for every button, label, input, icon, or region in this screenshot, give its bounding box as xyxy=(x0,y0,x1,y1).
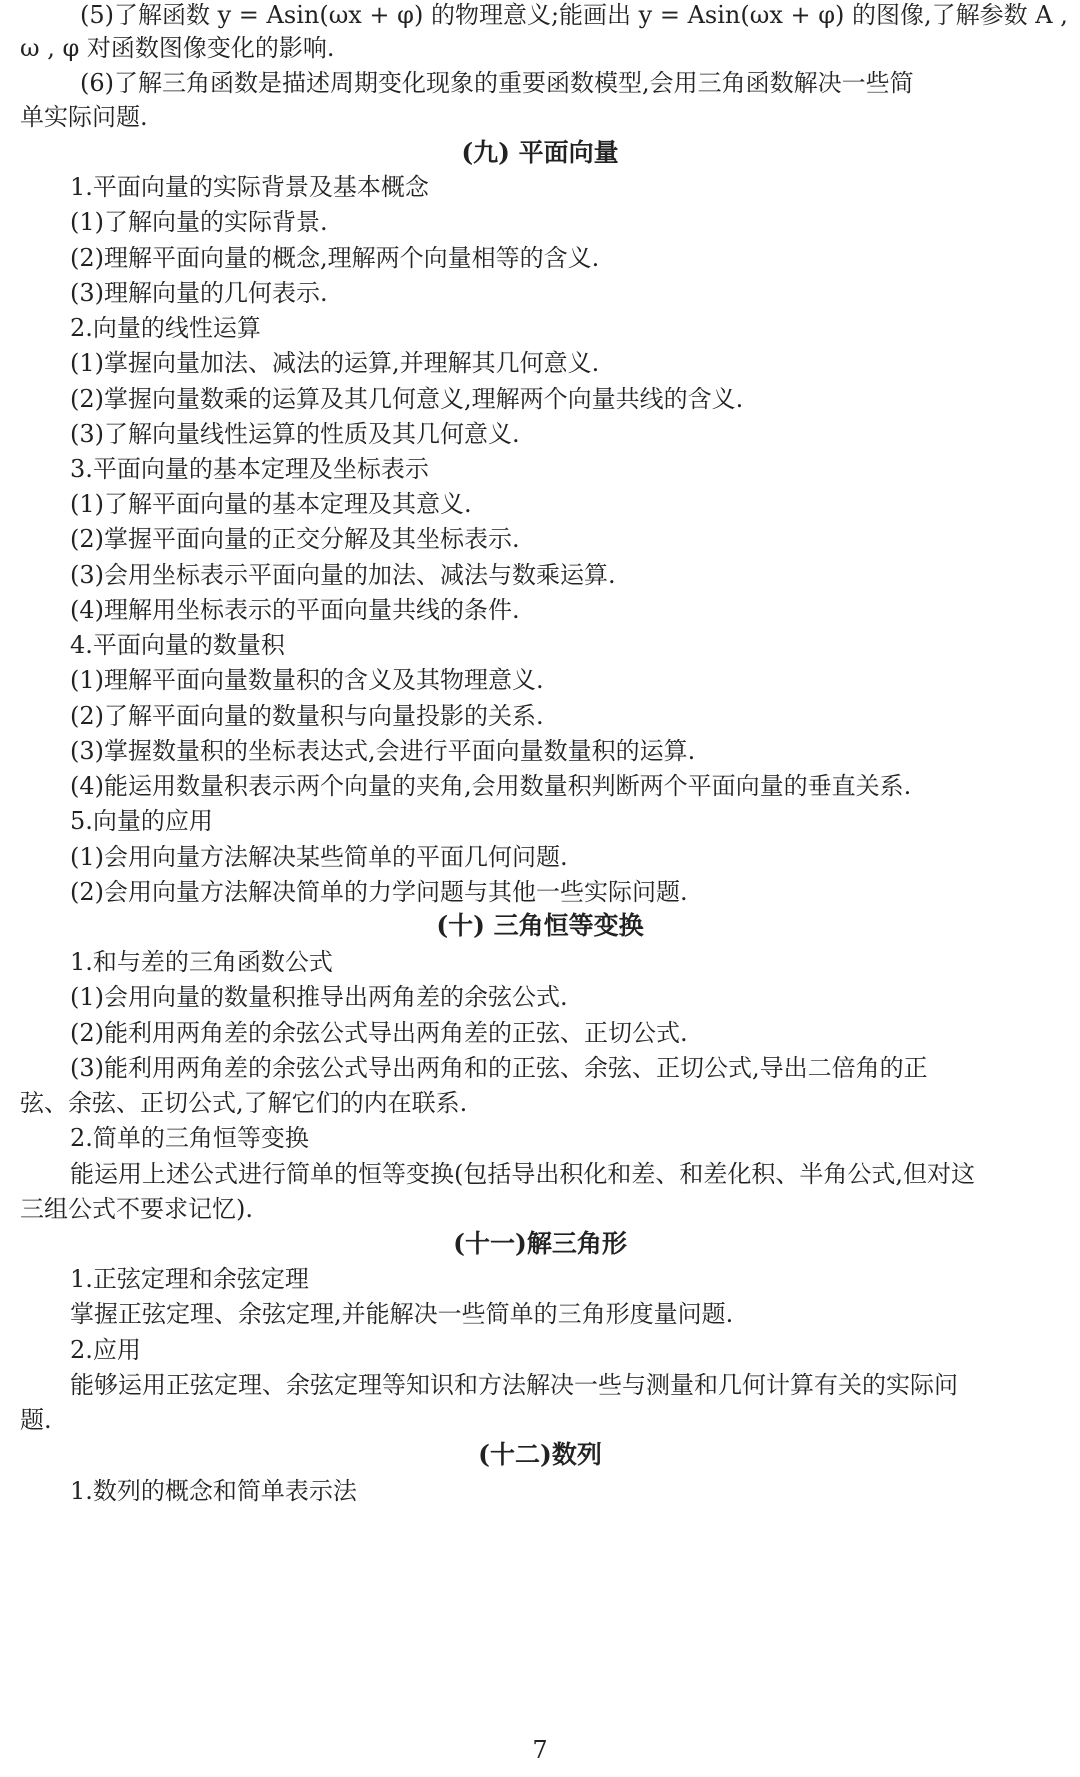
text-line: 弦、余弦、正切公式,了解它们的内在联系. xyxy=(20,1089,468,1117)
text-line: (3)能利用两角差的余弦公式导出两角和的正弦、余弦、正切公式,导出二倍角的正 xyxy=(70,1054,928,1082)
subsection-heading: 2.应用 xyxy=(70,1336,141,1364)
text-line: (2)能利用两角差的余弦公式导出两角差的正弦、正切公式. xyxy=(70,1019,688,1047)
text-line: 能够运用正弦定理、余弦定理等知识和方法解决一些与测量和几何计算有关的实际问 xyxy=(70,1371,958,1399)
subsection-heading: 1.数列的概念和简单表示法 xyxy=(70,1477,357,1505)
subsection-heading: 2.简单的三角恒等变换 xyxy=(70,1124,309,1152)
text-line: (4)能运用数量积表示两个向量的夹角,会用数量积判断两个平面向量的垂直关系. xyxy=(70,772,912,800)
text-line: (2)掌握平面向量的正交分解及其坐标表示. xyxy=(70,525,520,553)
subsection-heading: 3.平面向量的基本定理及坐标表示 xyxy=(70,455,429,483)
section-heading: (十二)数列 xyxy=(478,1440,602,1469)
page-number: 7 xyxy=(532,1736,548,1764)
text-line: (1)了解平面向量的基本定理及其意义. xyxy=(70,490,472,518)
subsection-heading: 4.平面向量的数量积 xyxy=(70,631,285,659)
text-line: (3)了解向量线性运算的性质及其几何意义. xyxy=(70,420,520,448)
subsection-heading: 2.向量的线性运算 xyxy=(70,314,261,342)
subsection-heading: 1.平面向量的实际背景及基本概念 xyxy=(70,173,429,201)
text-line: (2)掌握向量数乘的运算及其几何意义,理解两个向量共线的含义. xyxy=(70,385,744,413)
text-line: 单实际问题. xyxy=(20,103,148,131)
text-line: (3)理解向量的几何表示. xyxy=(70,279,328,307)
text-line: ω , φ 对函数图像变化的影响. xyxy=(20,34,335,62)
subsection-heading: 1.正弦定理和余弦定理 xyxy=(70,1265,309,1293)
text-line: (3)掌握数量积的坐标表达式,会进行平面向量数量积的运算. xyxy=(70,737,696,765)
text-line: 三组公式不要求记忆). xyxy=(20,1195,253,1223)
text-line: 能运用上述公式进行简单的恒等变换(包括导出积化和差、和差化积、半角公式,但对这 xyxy=(70,1160,975,1188)
text-line: 掌握正弦定理、余弦定理,并能解决一些简单的三角形度量问题. xyxy=(70,1300,734,1328)
text-line: (1)会用向量的数量积推导出两角差的余弦公式. xyxy=(70,983,568,1011)
text-line: (1)会用向量方法解决某些简单的平面几何问题. xyxy=(70,843,568,871)
text-line: (2)理解平面向量的概念,理解两个向量相等的含义. xyxy=(70,244,600,272)
text-line: (6)了解三角函数是描述周期变化现象的重要函数模型,会用三角函数解决一些简 xyxy=(80,69,914,97)
section-heading: (十) 三角恒等变换 xyxy=(436,911,644,940)
text-line: (4)理解用坐标表示的平面向量共线的条件. xyxy=(70,596,520,624)
text-line: (2)会用向量方法解决简单的力学问题与其他一些实际问题. xyxy=(70,878,688,906)
section-heading: (十一)解三角形 xyxy=(453,1229,627,1258)
text-line: (5)了解函数 y = Asin(ωx + φ) 的物理意义;能画出 y = Asin(ωx + φ) 的图像,了解参数 A , xyxy=(80,1,1068,29)
subsection-heading: 1.和与差的三角函数公式 xyxy=(70,948,333,976)
text-line: (1)了解向量的实际背景. xyxy=(70,208,328,236)
text-line: (1)理解平面向量数量积的含义及其物理意义. xyxy=(70,666,544,694)
subsection-heading: 5.向量的应用 xyxy=(70,807,213,835)
text-line: (1)掌握向量加法、减法的运算,并理解其几何意义. xyxy=(70,349,600,377)
text-line: 题. xyxy=(20,1406,52,1434)
section-heading: (九) 平面向量 xyxy=(461,138,619,167)
text-line: (2)了解平面向量的数量积与向量投影的关系. xyxy=(70,702,544,730)
text-line: (3)会用坐标表示平面向量的加法、减法与数乘运算. xyxy=(70,561,616,589)
